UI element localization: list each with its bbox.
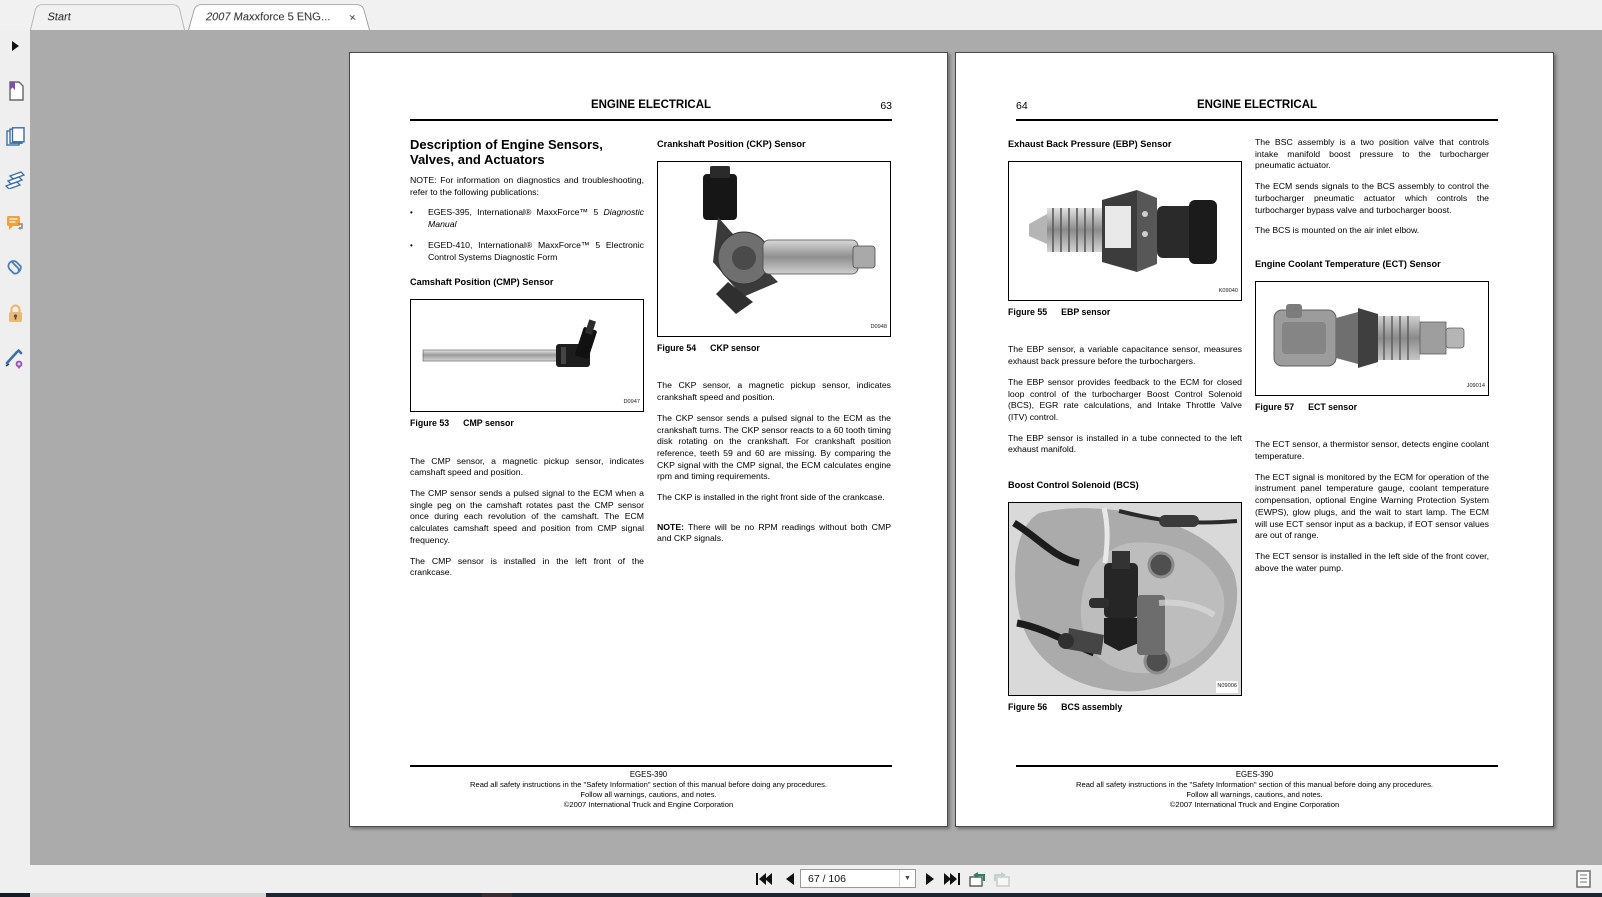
previous-page-icon: [785, 873, 795, 885]
paragraph: The BCS is mounted on the air inlet elbow.: [1255, 225, 1420, 236]
next-view-button[interactable]: [991, 868, 1013, 890]
lock-icon: [7, 303, 24, 323]
previous-page-button[interactable]: [779, 868, 801, 890]
figure-55-caption: Figure 55 EBP sensor: [1008, 306, 1111, 317]
expand-panel-button[interactable]: [4, 35, 26, 57]
paperclip-icon: [7, 258, 24, 278]
page63-footer: EGES-390 Read all safety instructions in the "Safety Information" section of this manual before doing any procedures. Follow all warnings, cautions, and notes. ©2007 International Truck and Engine Corporation: [469, 770, 827, 809]
figure-54-tag: D0948: [870, 324, 887, 330]
paragraph: The CMP sensor, a magnetic pickup sensor, indicates camshaft speed and position.: [410, 455, 644, 478]
section-title: Description of Engine Sensors, Valves, and Actuators: [410, 137, 603, 167]
layers-button[interactable]: [4, 169, 26, 191]
next-view-icon: [993, 871, 1011, 887]
collapse-arrow-icon: [9, 40, 21, 52]
pages-icon: [6, 127, 25, 146]
footer-rule: [1016, 765, 1498, 767]
page-64: [955, 52, 1554, 827]
footer-rule: [410, 765, 892, 767]
comment-icon: [6, 215, 25, 233]
figure-57-image: [1255, 281, 1489, 396]
paragraph: The ECM sends signals to the BCS assembly to control the turbocharger pneumatic actuator which controls the turbocharger bypass valve and turbocharger boost.: [1255, 181, 1489, 215]
figure-55-image: [1008, 161, 1242, 301]
previous-view-button[interactable]: [966, 868, 988, 890]
bottom-toolbar: [0, 865, 1602, 893]
paragraph: The ECT sensor is installed in the left side of the front cover, above the water pump.: [1255, 550, 1489, 573]
figure-55-tag: K09040: [1218, 288, 1238, 294]
paragraph: The CKP is installed in the right front side of the crankcase.: [657, 492, 885, 503]
page64-footer: EGES-390 Read all safety instructions in the "Safety Information" section of this manual before doing any procedures. Follow all warnings, cautions, and notes. ©2007 International Truck and Engine Corporation: [1075, 770, 1433, 809]
figure-53-caption: Figure 53 CMP sensor: [410, 417, 514, 428]
next-page-button[interactable]: [919, 868, 941, 890]
cmp-heading: Camshaft Position (CMP) Sensor: [410, 277, 554, 288]
paragraph: The CMP sensor is installed in the left front of the crankcase.: [410, 555, 644, 578]
paragraph: The CKP sensor, a magnetic pickup sensor, indicates crankshaft speed and position.: [657, 380, 891, 403]
figure-57-caption: Figure 57 ECT sensor: [1255, 401, 1357, 412]
paragraph: The ECT sensor, a thermistor sensor, detects engine coolant temperature.: [1255, 439, 1489, 462]
ebp-heading: Exhaust Back Pressure (EBP) Sensor: [1008, 139, 1172, 149]
page64-header-title: ENGINE ELECTRICAL: [1196, 99, 1318, 111]
chevron-down-icon[interactable]: ▼: [899, 870, 915, 887]
next-page-icon: [925, 873, 935, 885]
single-page-view-icon: [1576, 870, 1591, 888]
figure-53-image: [410, 299, 644, 412]
paragraph: The EBP sensor, a variable capacitance sensor, measures exhaust back pressure before the turbochargers.: [1008, 344, 1242, 367]
note-paragraph: NOTE: There will be no RPM readings without both CMP and CKP signals.: [657, 521, 891, 544]
header-rule: [410, 119, 892, 121]
page-layout-button[interactable]: [1572, 868, 1594, 890]
bookmark-icon: [6, 81, 24, 101]
comments-button[interactable]: [4, 213, 26, 235]
page-63: [349, 52, 948, 827]
paragraph: The CKP sensor sends a pulsed signal to the ECM as the crankshaft turns. The CKP sensor reacts to a 60 tooth timing disk rotating on the crankshaft. For crankshaft position reference, teeth 59 and 60 are missing. By comparing the CKP signal with the CMP signal, the ECM calculates engine rpm and timing requirements.: [657, 412, 891, 482]
tab-start-label: Start: [46, 11, 72, 23]
figure-53-tag: D0947: [623, 399, 640, 406]
tab-document-label: 2007 Maxxforce 5 ENG...: [204, 11, 331, 23]
page63-header-title: ENGINE ELECTRICAL: [590, 99, 712, 111]
bookmarks-button[interactable]: [4, 80, 26, 102]
page63-right-column: [657, 137, 891, 554]
bullet-item: • EGES-395, International® MaxxForce™ 5 Diagnostic Manual: [410, 207, 644, 230]
bullet-item: • EGED-410, International® MaxxForce™ 5 Electronic Control Systems Diagnostic Form: [410, 239, 644, 262]
figure-57-tag: J09014: [1466, 382, 1485, 389]
page64-left-column: [1008, 137, 1242, 739]
header-rule: [1016, 119, 1498, 121]
ebp-sensor-photo: [1009, 162, 1241, 300]
layers-icon: [5, 171, 25, 189]
ect-heading: Engine Coolant Temperature (ECT) Sensor: [1255, 258, 1441, 269]
bcs-assembly-photo: [1009, 503, 1241, 695]
document-canvas: [30, 30, 1602, 865]
note-paragraph: NOTE: For information on diagnostics and troubleshooting, refer to the following publications:: [410, 175, 644, 197]
figure-56-tag: N09006: [1216, 681, 1238, 693]
signature-pen-icon: [5, 349, 25, 369]
signatures-button[interactable]: [4, 348, 26, 370]
left-panel-bar: [0, 30, 30, 865]
security-button[interactable]: [4, 302, 26, 324]
tab-start[interactable]: [30, 4, 185, 30]
figure-56-caption: Figure 56 BCS assembly: [1008, 701, 1123, 712]
first-page-button[interactable]: [753, 868, 775, 890]
paragraph: The CMP sensor sends a pulsed signal to the ECM when a single peg on the camshaft rotates past the CMP sensor once during each revolution of the camshaft. The ECM calculates camshaft speed and position from CMP signal frequency.: [410, 488, 644, 545]
attachments-button[interactable]: [4, 257, 26, 279]
page64-right-column: [1255, 137, 1489, 583]
ect-sensor-photo: [1256, 282, 1488, 395]
paragraph: The BSC assembly is a two position valve that controls intake manifold boost pressure to the turbocharger pneumatic actuator.: [1255, 137, 1489, 171]
page63-left-column: [410, 137, 644, 588]
ckp-heading: Crankshaft Position (CKP) Sensor: [657, 139, 806, 149]
previous-view-icon: [968, 871, 986, 887]
ckp-sensor-photo: [658, 162, 890, 336]
close-icon[interactable]: ×: [347, 11, 358, 24]
tab-bar: [0, 0, 1602, 30]
cmp-sensor-photo: [411, 300, 643, 411]
first-page-icon: [756, 873, 772, 885]
paragraph: The ECT signal is monitored by the ECM for operation of the instrument panel temperature gauge, coolant temperature compensation, optional Engine Warning Protection System (EWPS), glow plugs, and the wait to start lamp. The ECM will use ECT sensor input as a backup, if EOT sensor values are out of range.: [1255, 471, 1489, 541]
page64-number: 64: [1016, 100, 1028, 112]
tab-document[interactable]: [188, 4, 370, 30]
figure-54-image: [657, 161, 891, 337]
bottom-edge-strip: [0, 893, 1602, 897]
bcs-heading: Boost Control Solenoid (BCS): [1008, 480, 1139, 491]
page63-number: 63: [880, 100, 892, 112]
last-page-button[interactable]: [941, 868, 963, 890]
figure-56-image: [1008, 502, 1242, 696]
page-thumbnails-button[interactable]: [4, 125, 26, 147]
page-number-value[interactable]: 67 / 106: [808, 872, 846, 885]
page-number-combo[interactable]: [800, 869, 916, 888]
last-page-icon: [944, 873, 960, 885]
paragraph: The EBP sensor is installed in a tube connected to the left exhaust manifold.: [1008, 432, 1242, 455]
paragraph: The EBP sensor provides feedback to the ECM for closed loop control of the turbocharger Boost Control Solenoid (BCS), EGR rate calculations, and Intake Throttle Valve (ITV) control.: [1008, 376, 1242, 422]
figure-54-caption: Figure 54 CKP sensor: [657, 342, 760, 353]
